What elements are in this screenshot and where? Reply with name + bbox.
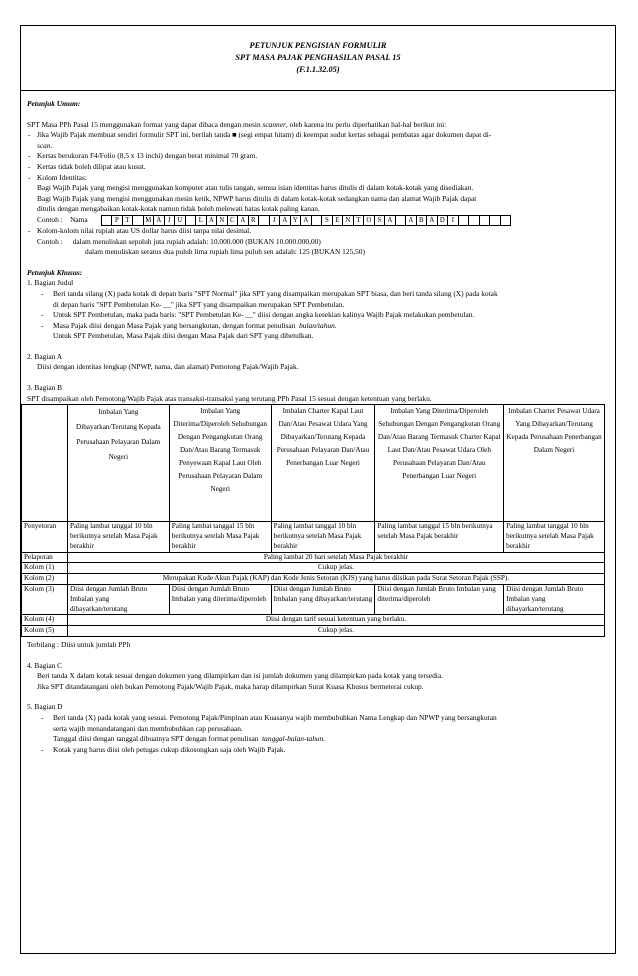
example-row: Contoh : Nama P T M A J U L A N C A R J A Y A S E N T O S A A B A D I	[27, 215, 611, 226]
row-label: Penyetoran	[22, 522, 68, 552]
name-box: S	[374, 215, 386, 226]
name-box: S	[321, 215, 333, 226]
document-body	[21, 99, 615, 755]
row-label: Kolom (1)	[22, 563, 68, 574]
name-box: C	[227, 215, 239, 226]
row-label: Pelaporan	[22, 552, 68, 563]
table-cell: Diisi dengan Jumlah Bruto Imbalan yang dibayarkan/terutang	[271, 585, 375, 615]
part-text: Diisi dengan identitas lengkap (NPWP, nama, dan alamat) Pemotong Pajak/Wajib Pajak.	[37, 362, 299, 372]
row-label: Kolom (2)	[22, 574, 68, 585]
list-subtext: serta wajib menandatangani dan membubuhkan cap perusahaan.	[53, 723, 243, 733]
list-item: - Jika Wajib Pajak membuat sendiri formulir SPT ini, berilah tanda ■ (segi empat hitam) di keempat sudut kertas sebagai pembatas agar dokumen dapat di-	[28, 130, 492, 140]
table-cell: Paling lambat 20 hari setelah Masa Pajak berakhir	[67, 552, 604, 563]
row-label: Kolom (3)	[22, 585, 68, 615]
name-box: A	[279, 215, 291, 226]
name-box: T	[122, 215, 134, 226]
section-title-umum: Petunjuk Umum:	[27, 99, 81, 108]
part-title: 5. Bagian D	[27, 702, 63, 712]
name-box: L	[195, 215, 207, 226]
table-cell: Diisi dengan tarif sesuai ketentuan yang berlaku.	[67, 615, 604, 626]
list-subtext: Bagi Wajib Pajak yang mengisi menggunakan komputer atau tulis tangan, semua isian identitas harus ditulis di dalam kotak-kotak yang disediakan.	[37, 183, 474, 193]
table-row	[22, 574, 605, 585]
form-page	[20, 25, 616, 954]
name-box: J	[164, 215, 176, 226]
list-item: - Masa Pajak diisi dengan Masa Pajak yang bersangkutan, dengan format penulisan bulan/tahun.	[41, 320, 337, 330]
part-title: 2. Bagian A	[27, 351, 63, 361]
list-item-cont: scan.	[37, 140, 53, 150]
list-subtext: Bagi Wajib Pajak yang mengisi menggunakan mesin ketik, NPWP harus ditulis di dalam kotak-kotak sedangkan nama dan alamat Wajib Pajak dapat	[37, 193, 477, 203]
part-text: SPT disampaikan oleh Pemotong/Wajib Pajak atas transaksi-transaksi yang terutang PPh Pasal 15 sesuai dengan ketentuan yang berlaku.	[27, 393, 432, 403]
list-item: - Untuk SPT Pembetulan, maka pada baris: "SPT Pembetulan Ke- __" diisi dengan angka kesekian kalinya Wajib Pajak melakukan pembetulan.	[41, 310, 475, 320]
name-box: N	[342, 215, 354, 226]
table-cell: Imbalan Yang Diterima/Diperoleh Sehubungan Dengan Pengangkutan Orang Dan/Atau Barang Termasuk Charter Kapal Laut Dan/Atau Pesawat Udara Oleh Perusahaan Pelayaran Dan/Atau Penerbangan Luar Negeri	[375, 405, 504, 522]
table-cell: Diisi dengan Jumlah Bruto Imbalan yang dibayarkan/terutang	[67, 585, 169, 615]
table-cell: Diisi dengan Jumlah Bruto Imbalan yang diterima/diperoleh	[375, 585, 504, 615]
name-box: R	[248, 215, 260, 226]
table-row	[22, 563, 605, 574]
name-box: M	[143, 215, 155, 226]
table-row	[22, 405, 605, 522]
name-box: A	[426, 215, 438, 226]
part-title: 1. Bagian Judul	[27, 278, 74, 288]
header-title: PETUNJUK PENGISIAN FORMULIR	[249, 41, 387, 50]
table-cell: Imbalan Charter Kapal Laut Dan/Atau Pesawat Udara Yang Dibayarkan/Terutang Kepada Perusahaan Pelayaran Dan/Atau Penerbangan Luar Negeri	[271, 405, 375, 522]
intro-text: SPT Masa PPh Pasal 15 menggunakan format yang dapat dibaca dengan mesin scanner, oleh karena itu perlu diperhatikan hal-hal berikut ini:	[27, 119, 447, 129]
name-box: A	[153, 215, 165, 226]
list-item: - Kertas tidak boleh dilipat atau kusut.	[28, 161, 146, 171]
table-cell: Paling lambat tanggal 10 bln berikutnya setelah Masa Pajak berakhir	[271, 522, 375, 552]
table-cell: Paling lambat tanggal 10 bln berikutnya setelah Masa Pajak berakhir	[67, 522, 169, 552]
name-box: A	[206, 215, 218, 226]
table-cell: Merupakan Kode Akun Pajak (KAP) dan Kode Jenis Setoran (KJS) yang harus diisikan pada Surat Setoran Pajak (SSP).	[67, 574, 604, 585]
table-cell: Imbalan Yang Dibayarkan/Terutang Kepada Perusahaan Pelayaran Dalam Negeri	[67, 405, 169, 522]
name-box: T	[353, 215, 365, 226]
part-title: 3. Bagian B	[27, 383, 63, 393]
name-box: J	[269, 215, 281, 226]
header-form-code: (F.1.1.32.05)	[296, 65, 340, 74]
list-item: - Kolom-kolom nilai rupiah atau US dollar harus diisi tanpa nilai desimal.	[28, 225, 252, 235]
name-box: B	[416, 215, 428, 226]
name-box: P	[111, 215, 123, 226]
table-cell: Cukup jelas.	[67, 626, 604, 637]
name-box: Y	[290, 215, 302, 226]
part-title: 4. Bagian C	[27, 660, 63, 670]
list-subtext: Tanggal diisi dengan tanggal dibuatnya SPT dengan format penulisan tanggal-bulan-tahun.	[53, 734, 326, 744]
name-boxes	[102, 215, 512, 226]
part-text: Beri tanda X dalam kotak sesuai dengan dokumen yang dilampirkan dan isi jumlah dokumen yang dilampirkan pada kotak yang tersedia.	[37, 671, 443, 681]
name-box: U	[174, 215, 186, 226]
bagian-b-table	[21, 404, 605, 637]
name-box: N	[216, 215, 228, 226]
name-box	[500, 215, 512, 226]
name-box: O	[363, 215, 375, 226]
name-box: A	[405, 215, 417, 226]
name-box: A	[237, 215, 249, 226]
table-row	[22, 522, 605, 552]
table-cell: Imbalan Charter Pesawat Udara Yang Dibayarkan/Terutang Kepada Perusahaan Penerbangan Dalam Negeri	[504, 405, 605, 522]
list-item: - Kotak yang harus diisi oleh petugas cukup dikosongkan saja oleh Wajib Pajak.	[41, 744, 286, 754]
table-row	[22, 626, 605, 637]
table-cell: Diisi dengan Jumlah Bruto Imbalan yang diterima/diperoleh	[169, 585, 271, 615]
list-item: - Beri tanda silang (X) pada kotak di depan baris "SPT Normal" jika SPT yang disampaikan merupakan SPT biasa, dan beri tanda silang (X) pada kotak	[41, 288, 498, 298]
name-box: D	[437, 215, 449, 226]
name-box: E	[332, 215, 344, 226]
row-label: Kolom (5)	[22, 626, 68, 637]
list-item: - Beri tanda (X) pada kotak yang sesuai. Pemotong Pajak/Pimpinan atau Kuasanya wajib membubuhkan Nama Lengkap dan NPWP yang bersangkutan	[41, 712, 497, 722]
part-text: Jika SPT ditandatangani oleh bukan Pemotong Pajak/Wajib Pajak, maka harap dilampirkan Surat Kuasa Khusus bermeterai cukup.	[37, 681, 424, 691]
table-row	[22, 585, 605, 615]
table-cell: Cukup jelas.	[67, 563, 604, 574]
list-subtext: Untuk SPT Pembetulan, Masa Pajak diisi dengan Masa Pajak dari SPT yang dibetulkan.	[53, 331, 314, 341]
table-cell: Paling lambat tanggal 15 bln berikutnya setelah Masa Pajak berakhir	[375, 522, 504, 552]
name-box: A	[300, 215, 312, 226]
table-cell: Imbalan Yang Diterima/Diperoleh Sehubungan Dengan Pengangkutan Orang Dan/Atau Barang Termasuk Penyewaan Kapal Laut Oleh Perusahaan Pelayaran Dalam Negeri	[169, 405, 271, 522]
list-item: - Kertas berukuran F4/Folio (8,5 x 13 inchi) dengan berat minimal 70 gram.	[28, 151, 258, 161]
example-row-2: Contoh : dalam menuliskan sepuluh juta rupiah adalah: 10.000.000 (BUKAN 10.000.000,00)	[37, 236, 321, 246]
name-box: A	[384, 215, 396, 226]
table-cell: Paling lambat tanggal 10 bln berikutnya setelah Masa Pajak berakhir	[504, 522, 605, 552]
name-box: I	[447, 215, 459, 226]
list-item: - Kolom Identitas:	[28, 172, 87, 182]
section-title-khusus: Petunjuk Khusus:	[27, 267, 83, 277]
example-row-2b: dalam menuliskan seratus dua puluh lima rupiah lima puluh sen adalah: 125 (BUKAN 125,50)	[85, 247, 365, 257]
row-label: Kolom (4)	[22, 615, 68, 626]
terbilang-text: Terbilang : Diisi untuk jumlah PPh	[27, 640, 131, 650]
list-subtext: di depan baris "SPT Pembetulan Ke- __" jika SPT yang disampaikan merupakan SPT Pembetulan.	[53, 299, 345, 309]
table-cell: Paling lambat tanggal 15 bln berikutnya setelah Masa Pajak berakhir	[169, 522, 271, 552]
header-subtitle: SPT MASA PAJAK PENGHASILAN PASAL 15	[235, 53, 401, 62]
table-row	[22, 615, 605, 626]
list-subtext: ditulis dengan mengabaikan kotak-kotak namun tidak boleh melewati batas kotak paling kanan.	[37, 204, 320, 214]
table-row	[22, 552, 605, 563]
table-cell: Diisi dengan Jumlah Bruto Imbalan yang dibayarkan/terutang	[504, 585, 605, 615]
document-header	[21, 26, 615, 91]
